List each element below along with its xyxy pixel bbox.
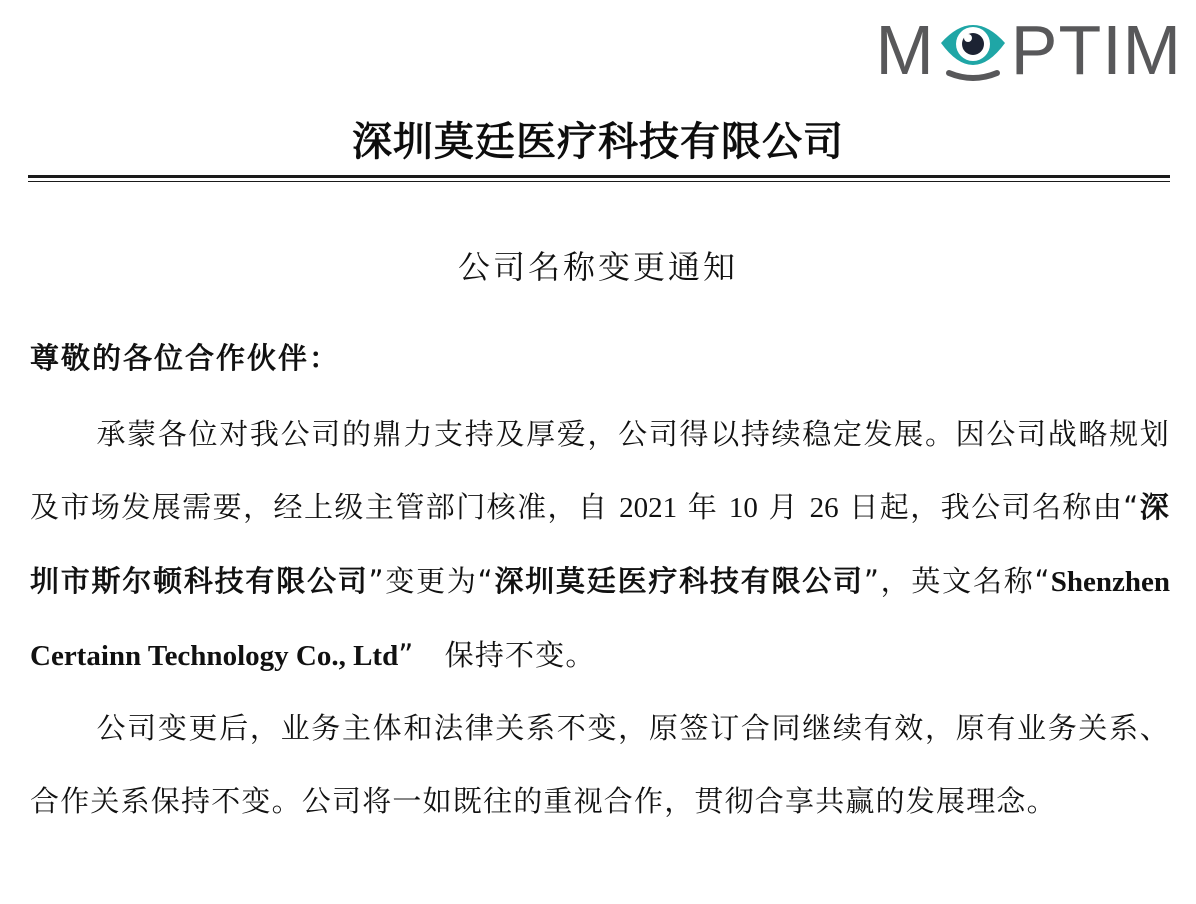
p1-text-4: 日起，我公司名称由“ bbox=[838, 490, 1140, 524]
p1-text-7: ” 保持不变。 bbox=[398, 638, 596, 672]
p1-text-1: 承蒙各位对我公司的鼎力支持及厚爱，公司得以持续稳定发展。因公司战略规划及市场发展需要，经上级主管部门核准，自 bbox=[30, 417, 1170, 524]
logo-letter-m: M bbox=[875, 11, 935, 89]
p1-text-5: ”变更为“ bbox=[368, 564, 494, 598]
logo-letters-ptim: PTIM bbox=[1010, 11, 1182, 89]
english-company-name: Shenzhen Certainn Technology Co., Ltd bbox=[30, 566, 1170, 672]
header-rule-thin bbox=[28, 181, 1170, 182]
effective-year: 2021 bbox=[619, 492, 678, 524]
p2-text: 公司变更后，业务主体和法律关系不变，原签订合同继续有效，原有业务关系、合作关系保持不变。公司将一如既往的重视合作，贯彻合享共赢的发展理念。 bbox=[30, 711, 1170, 818]
effective-day: 26 bbox=[809, 492, 839, 524]
company-header: 深圳莫廷医疗科技有限公司 bbox=[352, 119, 844, 165]
paragraph-name-change bbox=[30, 398, 1170, 693]
effective-month: 10 bbox=[728, 492, 758, 524]
eye-icon bbox=[935, 13, 1011, 87]
paragraph-business-continuity bbox=[30, 692, 1170, 838]
old-company-name: 深圳市斯尔顿科技有限公司 bbox=[30, 490, 1170, 598]
p1-text-2: 年 bbox=[677, 490, 729, 524]
new-company-name: 深圳莫廷医疗科技有限公司 bbox=[493, 564, 864, 598]
moptim-logo bbox=[875, 10, 1182, 90]
salutation: 尊敬的各位合作伙伴： bbox=[30, 341, 341, 375]
p1-text-3: 月 bbox=[757, 490, 810, 524]
header-rule-thick bbox=[28, 175, 1170, 178]
p1-text-6: ”，英文名称“ bbox=[863, 564, 1051, 598]
notice-title: 公司名称变更通知 bbox=[457, 248, 738, 286]
